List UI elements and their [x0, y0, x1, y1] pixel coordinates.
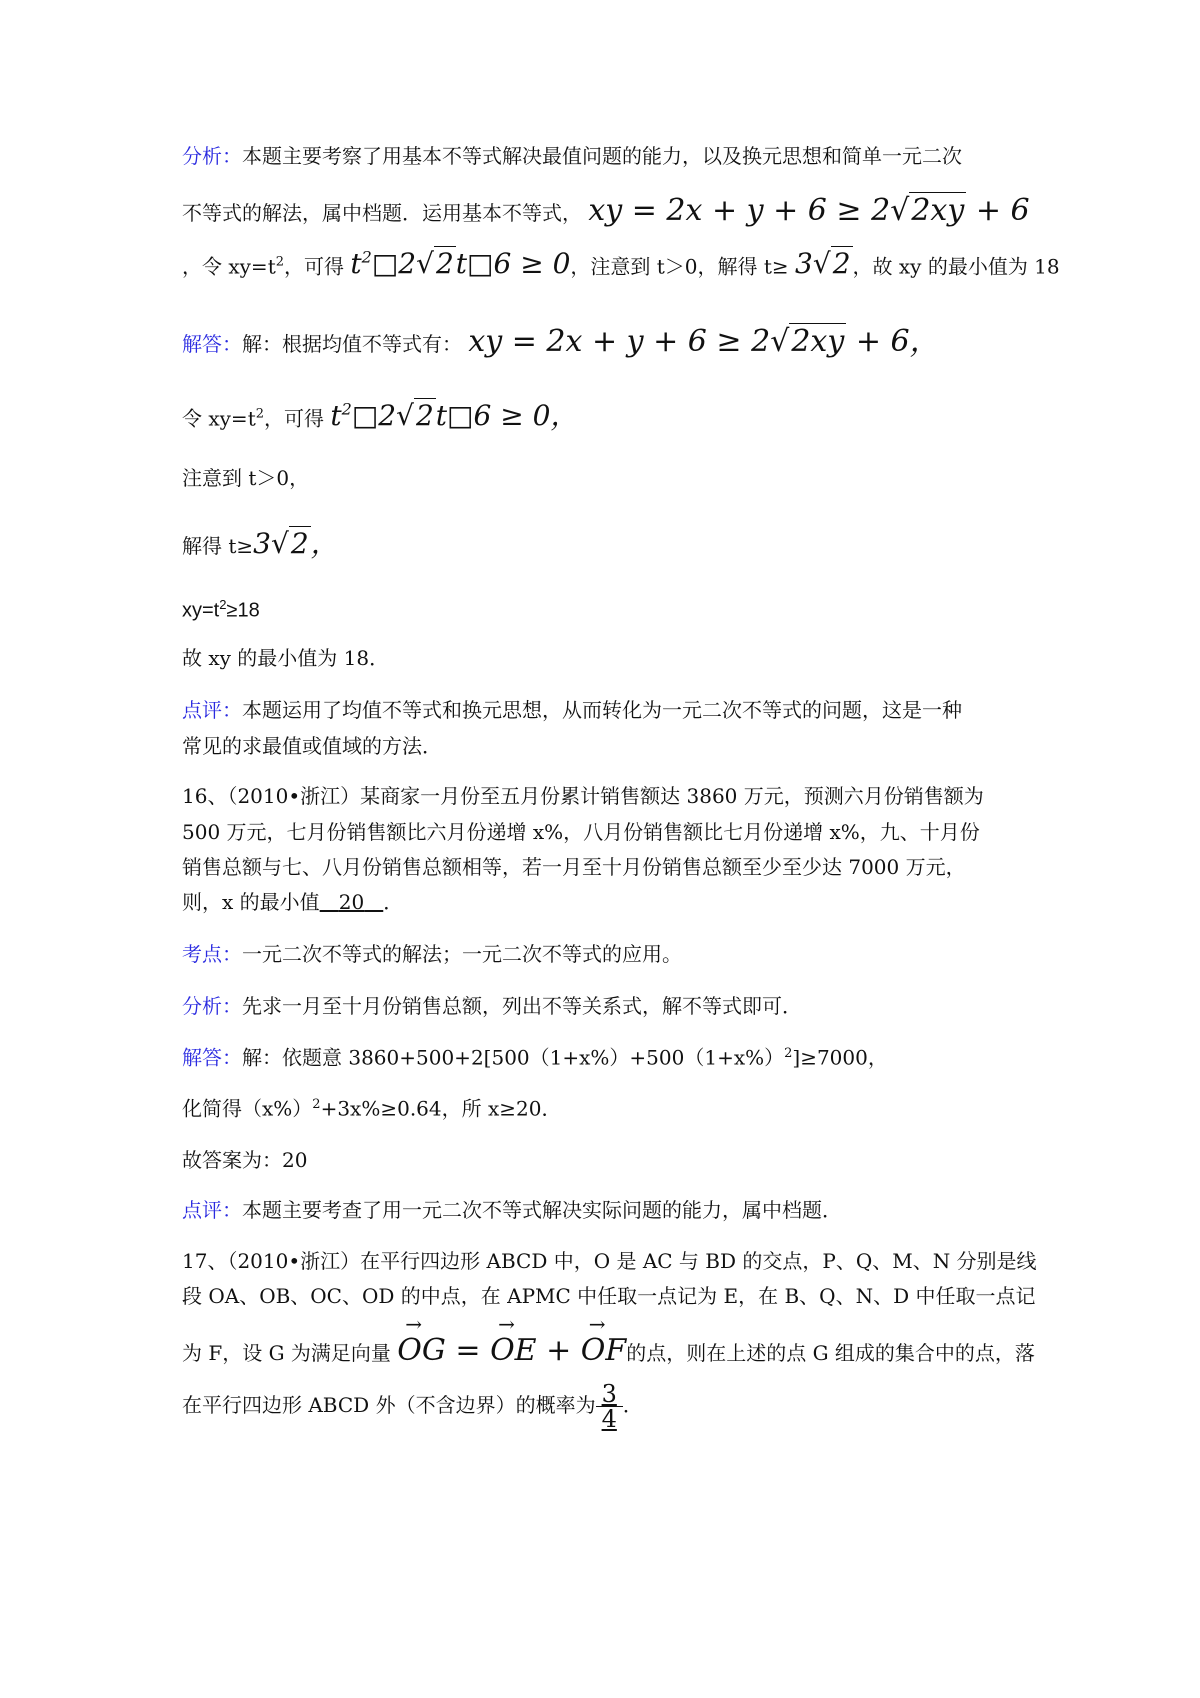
- analysis-line-2: [182, 193, 1030, 228]
- key-text: 一元二次不等式的解法；一元二次不等式的应用。: [242, 942, 682, 966]
- sup-2: 2: [312, 1097, 321, 1112]
- key-label: 考点：: [182, 942, 242, 966]
- analysis-label: 分析：: [182, 994, 242, 1018]
- sup-2: 2: [275, 254, 285, 270]
- q16-solution-text: 解：依题意 3860+500+2[500（1+x%）+500（1+x%）: [242, 1045, 785, 1070]
- q17-text-4a: 在平行四边形 ABCD 外（不含边界）的概率为: [182, 1393, 596, 1417]
- analysis-line-3: [182, 247, 1060, 281]
- substitution-formula: $t^2□2√2t□6 \ge 0$: [350, 247, 571, 281]
- solution-line-1: [182, 324, 940, 359]
- comment-label: 点评：: [182, 698, 242, 722]
- q17-line-4: [182, 1382, 643, 1431]
- q17-line-2: 段 OA、OB、OC、OD 的中点，在 APMC 中任取一点记为 E，在 B、Q、N、D 中任取一点记: [182, 1284, 1036, 1308]
- solution-inequality: xy = 2x + y + 6 ≥ 2√2xy + 6，: [468, 324, 940, 359]
- q16-analysis-text: 先求一月至十月份销售总额，列出不等关系式，解不等式即可．: [242, 994, 802, 1018]
- solution-text-4: 解得 t≥: [182, 534, 254, 558]
- solution-label: 解答：: [182, 1045, 242, 1070]
- q16-solution-line-1: [182, 1047, 888, 1068]
- q17-text-3a: 为 F，设 G 为满足向量: [182, 1341, 391, 1365]
- q16-text-4b: ．: [383, 890, 404, 914]
- vector-formula: → OG = → OE + → OF: [397, 1312, 627, 1368]
- solution-text-2a: 令 xy=t: [182, 406, 256, 431]
- sup-2: 2: [255, 406, 265, 422]
- solution-line-2: [182, 399, 579, 433]
- q16-comment-text: 本题主要考查了用一元二次不等式解决实际问题的能力，属中档题．: [242, 1198, 842, 1222]
- solution-text-5b: ≥18: [226, 599, 260, 622]
- solution-line-3: 注意到 t＞0，: [182, 466, 310, 490]
- solution-text-5: xy=t: [182, 599, 220, 622]
- q17-line-1: 17、（2010•浙江）在平行四边形 ABCD 中，O 是 AC 与 BD 的交点，P、Q、M、N 分别是线: [182, 1249, 1037, 1273]
- q16-solution-line-3: 故答案为：20: [182, 1148, 308, 1172]
- solution-substitution: $t^2□2√2t□6 \ge 0$，: [330, 399, 579, 433]
- solution-text-1: 解：根据均值不等式有：: [242, 332, 462, 356]
- q16-solution-l2b: +3x%≥0.64，所 x≥20．: [320, 1096, 562, 1121]
- inequality-formula: xy = 2x + y + 6 ≥ 2√2xy + 6: [588, 193, 1030, 228]
- q16-solution-l2a: 化简得（x%）: [182, 1096, 313, 1121]
- analysis-label: 分析：: [182, 144, 242, 168]
- q16-comment-line: [182, 1200, 842, 1220]
- q16-solution-line-2: [182, 1098, 561, 1119]
- q16-solution-text-b: ]≥7000，: [792, 1045, 888, 1070]
- q16-text-4a: 则，x 的最小值: [182, 890, 320, 914]
- q16-line-4: [182, 892, 403, 912]
- q16-key-line: [182, 944, 682, 964]
- solution-line-4: [182, 527, 339, 560]
- analysis-text-3c: ，注意到 t＞0，解得 t≥: [570, 254, 789, 279]
- q16-answer: 20: [338, 890, 365, 914]
- sup-2: 2: [219, 597, 227, 612]
- solution-text-2b: ，可得: [264, 406, 325, 431]
- solution-line-5: [182, 598, 260, 621]
- q17-text-3b: 的点，则在上述的点 G 组成的集合中的点，落: [626, 1341, 1035, 1365]
- root-formula: 3√2: [795, 247, 851, 281]
- q16-line-2: 500 万元，七月份销售额比六月份递增 x%，八月份销售额比七月份递增 x%，九、十月份: [182, 820, 980, 844]
- analysis-line-1: [182, 146, 962, 166]
- q17-line-3: [182, 1312, 1035, 1368]
- q16-analysis-line: [182, 996, 802, 1016]
- analysis-text-3b: ，可得: [284, 254, 345, 279]
- q17-text-4b: ．: [622, 1393, 643, 1417]
- comment-line-2: 常见的求最值或值域的方法．: [182, 734, 442, 758]
- q16-line-1: 16、（2010•浙江）某商家一月份至五月份累计销售额达 3860 万元，预测六月份销售额为: [182, 784, 984, 808]
- solution-label: 解答：: [182, 332, 242, 356]
- comment-line-1: [182, 700, 962, 720]
- comment-text-1: 本题运用了均值不等式和换元思想，从而转化为一元二次不等式的问题，这是一种: [242, 698, 962, 722]
- analysis-text-3a: ，令 xy=t: [182, 254, 276, 279]
- sup-2: 2: [784, 1046, 793, 1061]
- analysis-text-1: 本题主要考察了用基本不等式解决最值问题的能力，以及换元思想和简单一元二次: [242, 144, 962, 168]
- solution-line-6: 故 xy 的最小值为 18．: [182, 646, 390, 670]
- comment-label: 点评：: [182, 1198, 242, 1222]
- analysis-text-2: 不等式的解法，属中档题．运用基本不等式，: [182, 201, 582, 225]
- solution-root: 3√2，: [253, 527, 339, 560]
- analysis-text-3d: ，故 xy 的最小值为 18: [852, 254, 1060, 279]
- q16-line-3: 销售总额与七、八月份销售总额相等，若一月至十月份销售总额至少至少达 7000 万元，: [182, 855, 966, 879]
- probability-fraction: $\frac{3}{4}$: [596, 1382, 623, 1431]
